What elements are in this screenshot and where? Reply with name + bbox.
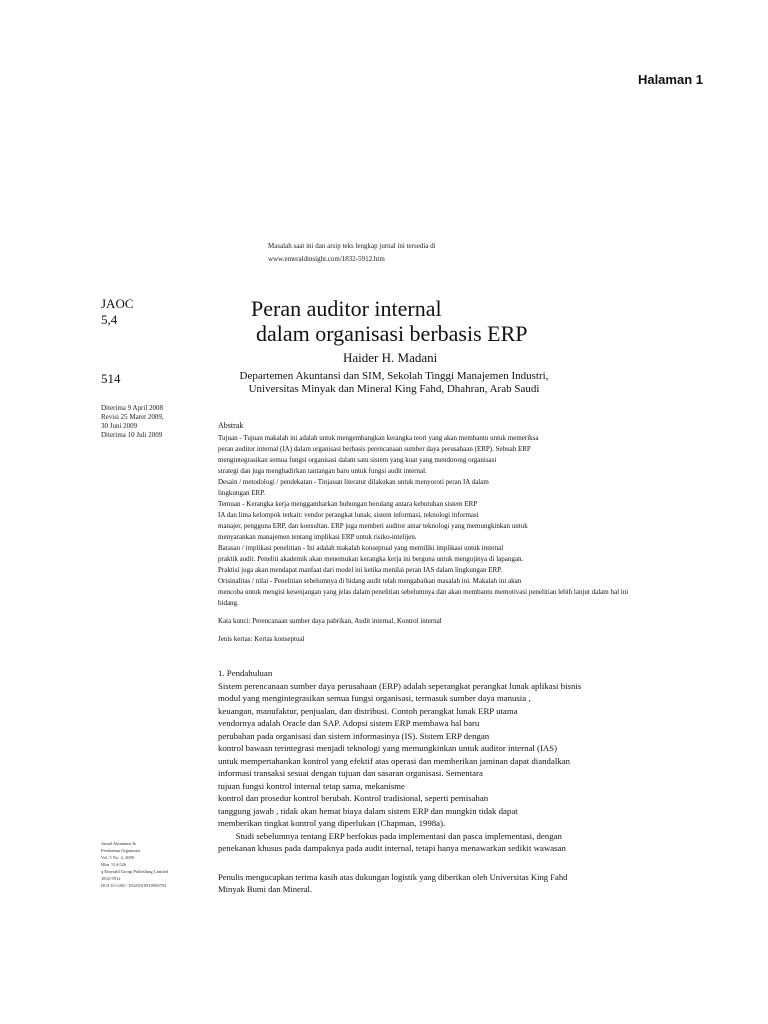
page-number: 514 <box>101 371 121 386</box>
body-line: keuangan, manufaktur, penjualan, dan distribusi. Contoh perangkat lunak ERP utama <box>218 705 518 716</box>
affiliation-line: Departemen Akuntansi dan SIM, Sekolah Tinggi Manajemen Industri, <box>239 370 549 382</box>
body-line: kontrol bawaan terintegrasi menjadi teknologi yang memungkinkan untuk auditor internal (IAS) <box>218 743 558 753</box>
article-title-line-2: dalam organisasi berbasis ERP <box>256 321 528 346</box>
abstract-line: peran auditor internal (IA) dalam organisasi berbasis perencanaan sumber daya perusahaan (ERP). Sebuah ERP <box>218 445 531 453</box>
abstract-line: mencoba untuk mengisi kesenjangan yang jelas dalam penelitian sebelumnya dan akan membantu memotivasi penelitian lebih lanjut dalam hal ini <box>218 588 629 596</box>
abstract-line: Orisinalitas / nilai - Penelitian sebelumnya di bidang audit telah mengabaikan masalah ini. Makalah ini akan <box>218 577 522 585</box>
abstract-line: praktik audit. Peneliti akademik akan menemukan kerangka kerja ini berguna untuk mengujinya di lapangan. <box>218 555 524 563</box>
article-author: Haider H. Madani <box>343 350 438 365</box>
journal-info-line: q Emerald Group Publishing Limited <box>101 869 168 874</box>
abstract-line: menyarankan manajemen tentang implikasi ERP untuk risiko-intelijen. <box>218 533 417 541</box>
article-affiliation <box>226 370 562 396</box>
abstract-line: manajer, pengguna ERP, dan konsultan. ERP juga memberi auditor antar teknologi yang memungkinkan untuk <box>218 522 528 530</box>
date-line: 30 Juni 2009 <box>101 422 138 430</box>
journal-info-line: 1832-5912 <box>101 876 121 881</box>
access-note <box>268 240 436 266</box>
page-label: Halaman 1 <box>637 72 703 87</box>
date-line: Diterima 10 Juli 2009 <box>101 431 163 439</box>
body-line: kontrol dan prosedur kontrol berubah. Kontrol tradisional, seperti pemisahan <box>218 793 489 803</box>
journal-info-line: Vol. 5 No. 4, 2009 <box>101 855 135 860</box>
abstract-line: Desain / metodologi / pendekatan - Tinjauan literatur dilakukan untuk menyoroti peran IA dalam <box>218 478 489 486</box>
received-dates <box>101 404 164 440</box>
abstract-line: Praktisi juga akan mendapat manfaat dari model ini ketika menilai peran IAS dalam lingkungan ERP. <box>218 566 503 574</box>
abstract-line: lingkungan ERP. <box>218 489 266 497</box>
abstract <box>218 421 728 645</box>
abstract-line: strategi dan juga menghadirkan tantangan baru untuk fungsi audit internal. <box>218 467 427 475</box>
journal-info <box>101 840 168 889</box>
body-line: untuk mempertahankan kontrol yang efektif atas operasi dan memberikan jaminan dapat diandalkan <box>218 755 570 766</box>
journal-code <box>101 296 134 328</box>
body-line: penekanan khusus pada dampaknya pada audit internal, tetapi hanya menawarkan sedikit wawasan <box>218 843 566 853</box>
body-line: vendornya adalah Oracle dan SAP. Adopsi sistem ERP membawa hal baru <box>218 718 480 728</box>
body-line: memberikan tingkat kontrol yang diperlukan (Chapman, 1998a). <box>218 818 446 828</box>
abstract-paper-type: Jenis kertas: Kertas konseptual <box>218 635 305 643</box>
abstract-line: IA dan lima kelompok terkait: vendor perangkat lunak, sistem informasi, teknologi informasi <box>218 511 479 519</box>
footnote-line: Minyak Bumi dan Mineral. <box>218 884 313 894</box>
footnote-line: Penulis mengucapkan terima kasih atas dukungan logistik yang diberikan oleh Universitas King Fahd <box>218 872 568 882</box>
journal-info-line: DOI 10.1108 / 18325910910994702 <box>101 883 167 888</box>
journal-info-line: Jurnal Akuntansi & <box>101 841 136 846</box>
journal-code-name: JAOC <box>101 296 134 311</box>
section-heading: 1. Pendahuluan <box>218 668 273 678</box>
abstract-keywords: Kata kunci: Perencanaan sumber daya pabrikan, Audit internal, Kontrol internal <box>218 617 442 625</box>
body-line: perubahan pada organisasi dan sistem informasinya (IS). Sistem ERP dengan <box>218 730 490 741</box>
body-line: modul yang mengintegrasikan semua fungsi organisasi, termasuk sumber daya manusia , <box>218 693 531 703</box>
introduction <box>218 667 738 855</box>
access-note-line: Masalah saat ini dan arsip teks lengkap jurnal ini tersedia di <box>268 242 436 250</box>
abstract-heading: Abstrak <box>218 421 244 430</box>
affiliation-line: Universitas Minyak dan Mineral King Fahd, Dhahran, Arab Saudi <box>248 383 540 395</box>
body-line: tanggung jawab , tidak akan hemat biaya dalam sistem ERP dan mungkin tidak dapat <box>218 805 518 816</box>
journal-info-line: Hlm. 514-526 <box>101 862 127 867</box>
abstract-line: Batasan / implikasi penelitian - Ini adalah makalah konseptual yang memiliki implikasi untuk internal <box>218 544 504 552</box>
date-line: Revisi 25 Maret 2009, <box>101 413 164 421</box>
body-line: Studi sebelumnya tentang ERP berfokus pada implementasi dan pasca implementasi, dengan <box>218 830 562 841</box>
abstract-line: mengintegrasikan semua fungsi organisasi dalam satu sistem yang kuat yang mendorong organisasi <box>218 456 497 464</box>
body-line: Sistem perencanaan sumber daya perusahaan (ERP) adalah seperangkat perangkat lunak aplikasi bisnis <box>218 680 582 691</box>
acknowledgement-footnote <box>218 871 567 895</box>
body-line: informasi transaksi sesuai dengan tujuan dan sasaran organisasi. Sementara <box>218 768 483 778</box>
journal-info-line: Perubahan Organisasi <box>101 848 141 853</box>
abstract-line: bidang. <box>218 599 239 607</box>
date-line: Diterima 9 April 2008 <box>101 404 164 412</box>
body-line: tujuan fungsi kontrol internal tetap sama, mekanisme <box>218 780 405 791</box>
article-title-line-1: Peran auditor internal <box>251 296 442 321</box>
journal-code-volume: 5,4 <box>101 312 118 327</box>
access-note-url: www.emeraldinsight.com/1832-5912.htm <box>268 255 385 263</box>
abstract-line: Temuan - Kerangka kerja menggambarkan hubungan berulang antara kebutuhan sistem ERP <box>218 500 478 508</box>
abstract-line: Tujuan - Tujuan makalah ini adalah untuk mengembangkan kerangka teori yang akan membantu untuk memeriksa <box>218 434 539 442</box>
